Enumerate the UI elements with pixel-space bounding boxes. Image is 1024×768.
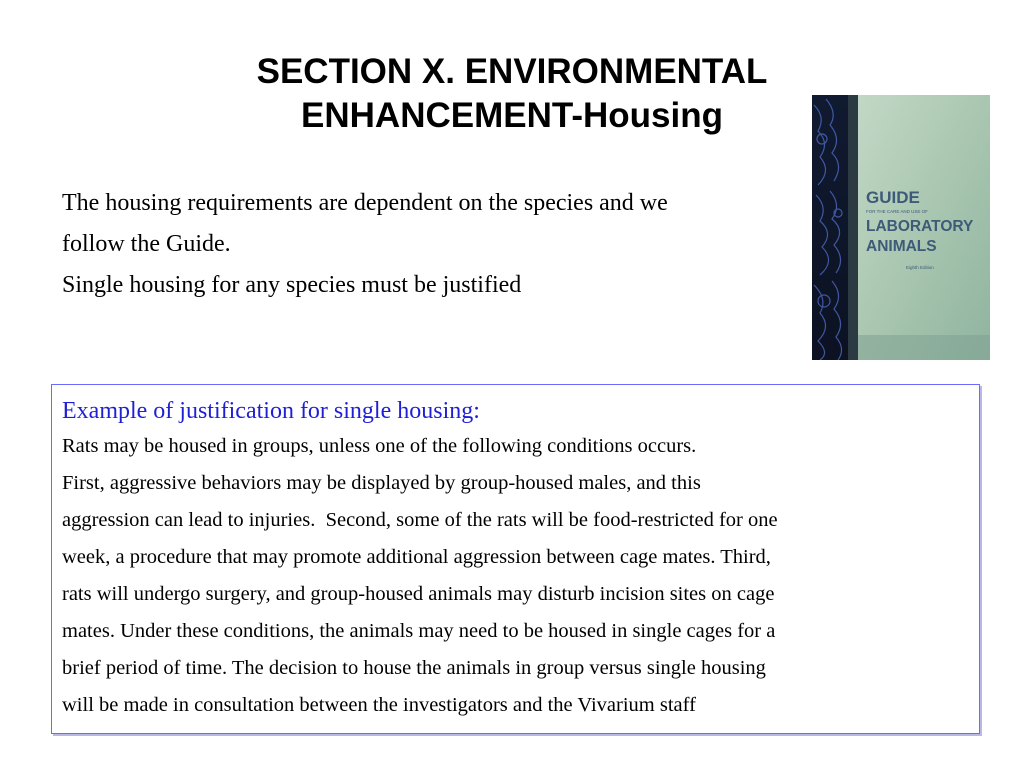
example-heading: Example of justification for single housing: [62, 398, 480, 424]
guide-book-cover-image [812, 95, 990, 360]
book-edition: Eighth Edition [906, 265, 934, 270]
slide-title-line-2: ENHANCEMENT-Housing [301, 96, 723, 135]
intro-text [62, 183, 802, 306]
book-title-guide: GUIDE [866, 188, 920, 207]
example-line: mates. Under these conditions, the animals may need to be housed in single cages for a [62, 620, 776, 642]
example-line: Rats may be housed in groups, unless one of the following conditions occurs. [62, 435, 697, 457]
book-subtitle: FOR THE CARE AND USE OF [866, 209, 928, 214]
example-line: week, a procedure that may promote additional aggression between cage mates. Third, [62, 546, 771, 568]
example-line: will be made in consultation between the investigators and the Vivarium staff [62, 694, 696, 716]
example-body [62, 428, 967, 724]
slide-title [150, 50, 874, 138]
slide-title-line-1: SECTION X. ENVIRONMENTAL [256, 52, 768, 91]
example-justification-box [51, 384, 980, 734]
book-title-animals: ANIMALS [866, 238, 937, 255]
example-line: brief period of time. The decision to house the animals in group versus single housing [62, 657, 766, 679]
intro-line-1: The housing requirements are dependent on the species and we [62, 190, 668, 216]
book-bottom-band [858, 335, 990, 360]
example-line: aggression can lead to injuries. Second, some of the rats will be food-restricted for one [62, 509, 778, 531]
example-line: rats will undergo surgery, and group-housed animals may disturb incision sites on cage [62, 583, 775, 605]
book-title-laboratory: LABORATORY [866, 218, 974, 235]
intro-line-3: Single housing for any species must be justified [62, 272, 522, 298]
example-line: First, aggressive behaviors may be displayed by group-housed males, and this [62, 472, 701, 494]
book-spine-shadow [848, 95, 858, 360]
intro-line-2: follow the Guide. [62, 231, 231, 257]
